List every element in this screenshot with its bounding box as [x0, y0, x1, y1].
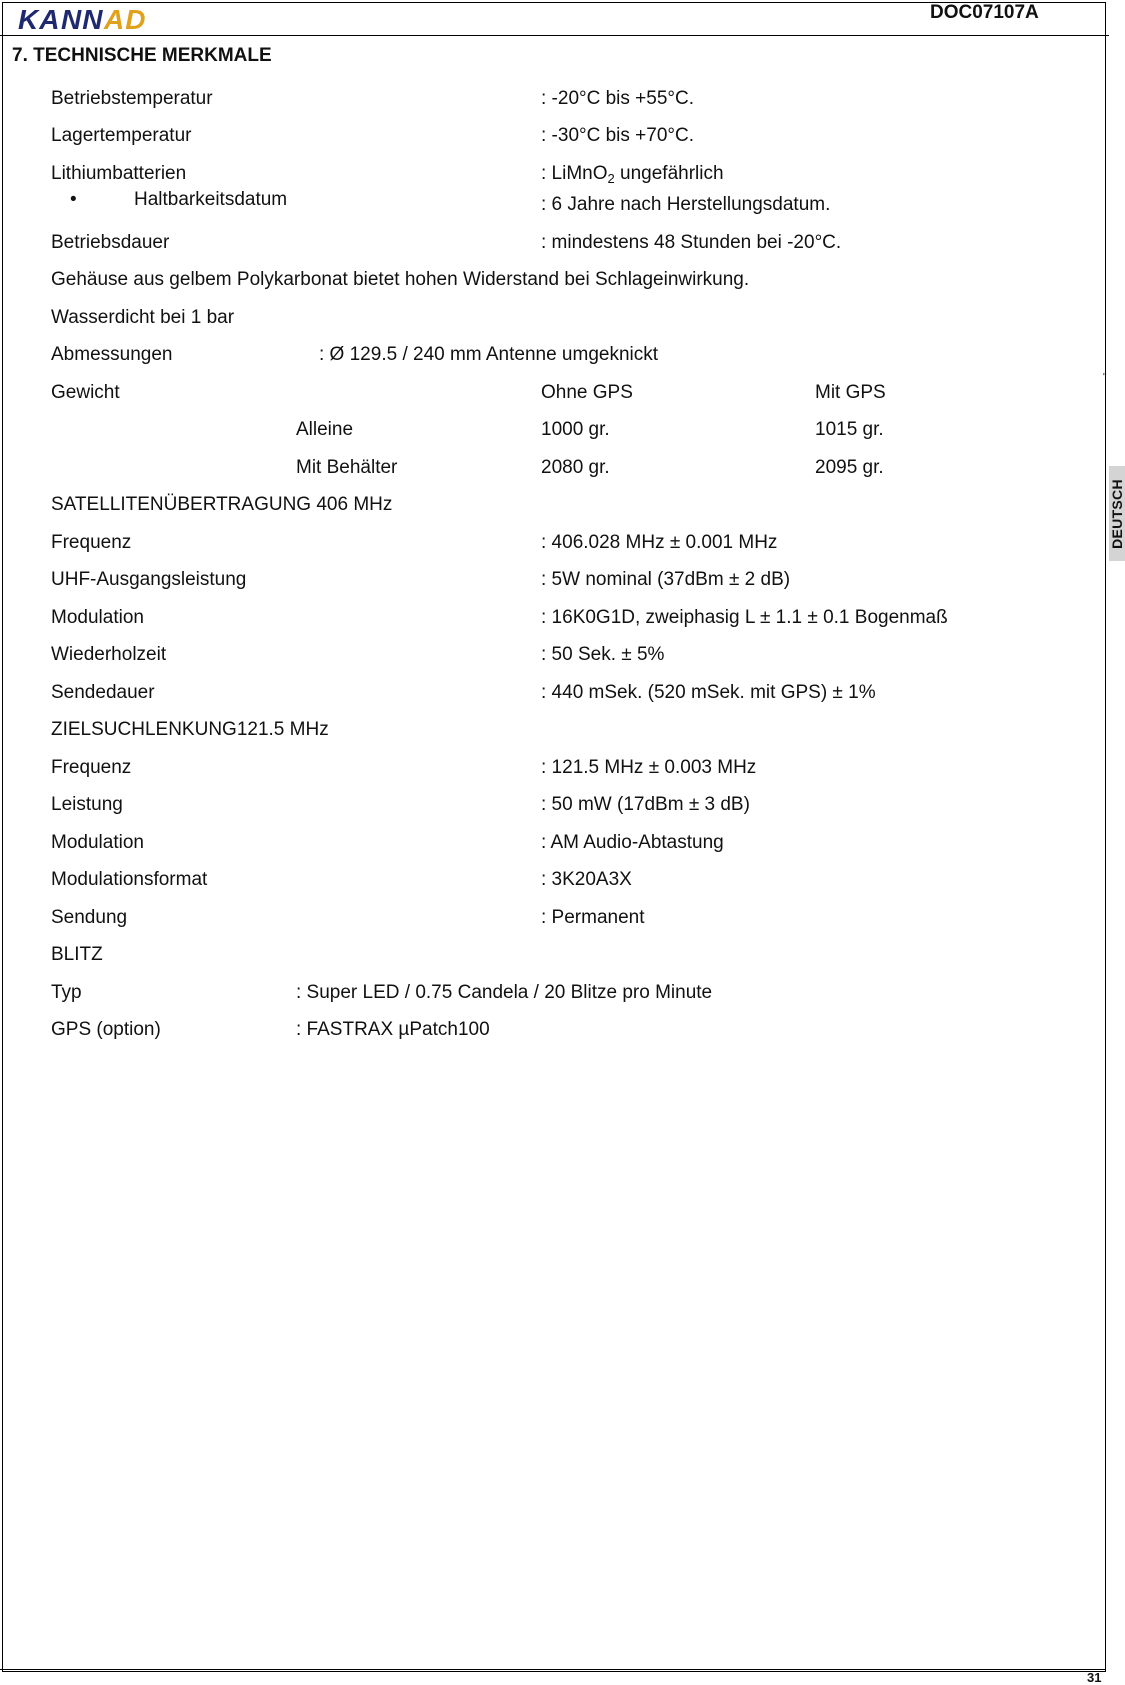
- weight-row-without: 2080 gr.: [541, 457, 610, 478]
- spec-label-operating-temp: Betriebstemperatur: [51, 88, 213, 109]
- svg-text:NN: NN: [61, 4, 104, 35]
- weight-col-without-gps: Ohne GPS: [541, 382, 633, 403]
- spec-label-dimensions: Abmessungen: [51, 344, 173, 365]
- section-title: 7. TECHNISCHE MERKMALE: [12, 45, 272, 66]
- bullet: •: [70, 189, 77, 210]
- satellite-label: Wiederholzeit: [51, 644, 167, 665]
- svg-text:AD: AD: [104, 4, 147, 35]
- satellite-label: Frequenz: [51, 532, 132, 553]
- homing-value: : Permanent: [541, 907, 645, 928]
- spec-label-lithium: Lithiumbatterien: [51, 163, 187, 184]
- spec-value-operating-life: : mindestens 48 Stunden bei -20°C.: [541, 232, 842, 253]
- header-rule: [0, 35, 1109, 36]
- footer-rule: [0, 1669, 1105, 1670]
- spec-label-shelf-life: Haltbarkeitsdatum: [134, 189, 288, 210]
- homing-label: Modulation: [51, 832, 144, 853]
- homing-label: Modulationsformat: [51, 869, 208, 890]
- satellite-label: UHF-Ausgangsleistung: [51, 569, 247, 590]
- satellite-value: : 50 Sek. ± 5%: [541, 644, 665, 665]
- page-number: 31: [1087, 1670, 1102, 1685]
- spec-value-shelf-life: : 6 Jahre nach Herstellungsdatum.: [541, 194, 831, 215]
- satellite-value: : 5W nominal (37dBm ± 2 dB): [541, 569, 791, 590]
- spec-label-weight: Gewicht: [51, 382, 120, 403]
- homing-label: Sendung: [51, 907, 128, 928]
- satellite-label: Modulation: [51, 607, 144, 628]
- homing-value: : AM Audio-Abtastung: [541, 832, 724, 853]
- weight-row-with: 1015 gr.: [815, 419, 884, 440]
- satellite-value: : 440 mSek. (520 mSek. mit GPS) ± 1%: [541, 682, 876, 703]
- flash-type-value: : Super LED / 0.75 Candela / 20 Blitze pro Minute: [296, 982, 713, 1003]
- weight-row-with: 2095 gr.: [815, 457, 884, 478]
- stray-mark: ": [1103, 372, 1107, 383]
- spec-housing: Gehäuse aus gelbem Polykarbonat bietet hohen Widerstand bei Schlageinwirkung.: [51, 269, 750, 290]
- satellite-label: Sendedauer: [51, 682, 155, 703]
- spec-value-lithium: : LiMnO$_2$ ungefährlich: [541, 163, 724, 186]
- satellite-value: : 406.028 MHz ± 0.001 MHz: [541, 532, 778, 553]
- weight-col-with-gps: Mit GPS: [815, 382, 886, 403]
- weight-row-label: Alleine: [296, 419, 354, 440]
- language-tab-label: DEUTSCH: [1109, 478, 1125, 549]
- spec-value-operating-temp: : -20°C bis +55°C.: [541, 88, 695, 109]
- flash-heading: BLITZ: [51, 944, 103, 965]
- homing-label: Frequenz: [51, 757, 132, 778]
- svg-text:KA: KA: [18, 4, 61, 35]
- homing-value: : 50 mW (17dBm ± 3 dB): [541, 794, 750, 815]
- homing-heading: ZIELSUCHLENKUNG121.5 MHz: [51, 719, 329, 740]
- gps-label: GPS (option): [51, 1019, 161, 1040]
- spec-value-storage-temp: : -30°C bis +70°C.: [541, 125, 695, 146]
- spec-value-dimensions: : Ø 129.5 / 240 mm Antenne umgeknickt: [319, 344, 659, 365]
- satellite-heading: SATELLITENÜBERTRAGUNG 406 MHz: [51, 494, 393, 515]
- homing-value: : 3K20A3X: [541, 869, 632, 890]
- flash-type-label: Typ: [51, 982, 82, 1003]
- spec-waterproof: Wasserdicht bei 1 bar: [51, 307, 235, 328]
- kannad-logo: [18, 4, 158, 35]
- weight-row-label: Mit Behälter: [296, 457, 398, 478]
- spec-label-storage-temp: Lagertemperatur: [51, 125, 192, 146]
- spec-label-operating-life: Betriebsdauer: [51, 232, 170, 253]
- homing-value: : 121.5 MHz ± 0.003 MHz: [541, 757, 757, 778]
- document-reference: DOC07107A: [930, 2, 1039, 23]
- language-tab: [1109, 466, 1125, 561]
- homing-label: Leistung: [51, 794, 123, 815]
- satellite-value: : 16K0G1D, zweiphasig L ± 1.1 ± 0.1 Bogenmaß: [541, 607, 948, 628]
- weight-row-without: 1000 gr.: [541, 419, 610, 440]
- gps-value: : FASTRAX µPatch100: [296, 1019, 490, 1040]
